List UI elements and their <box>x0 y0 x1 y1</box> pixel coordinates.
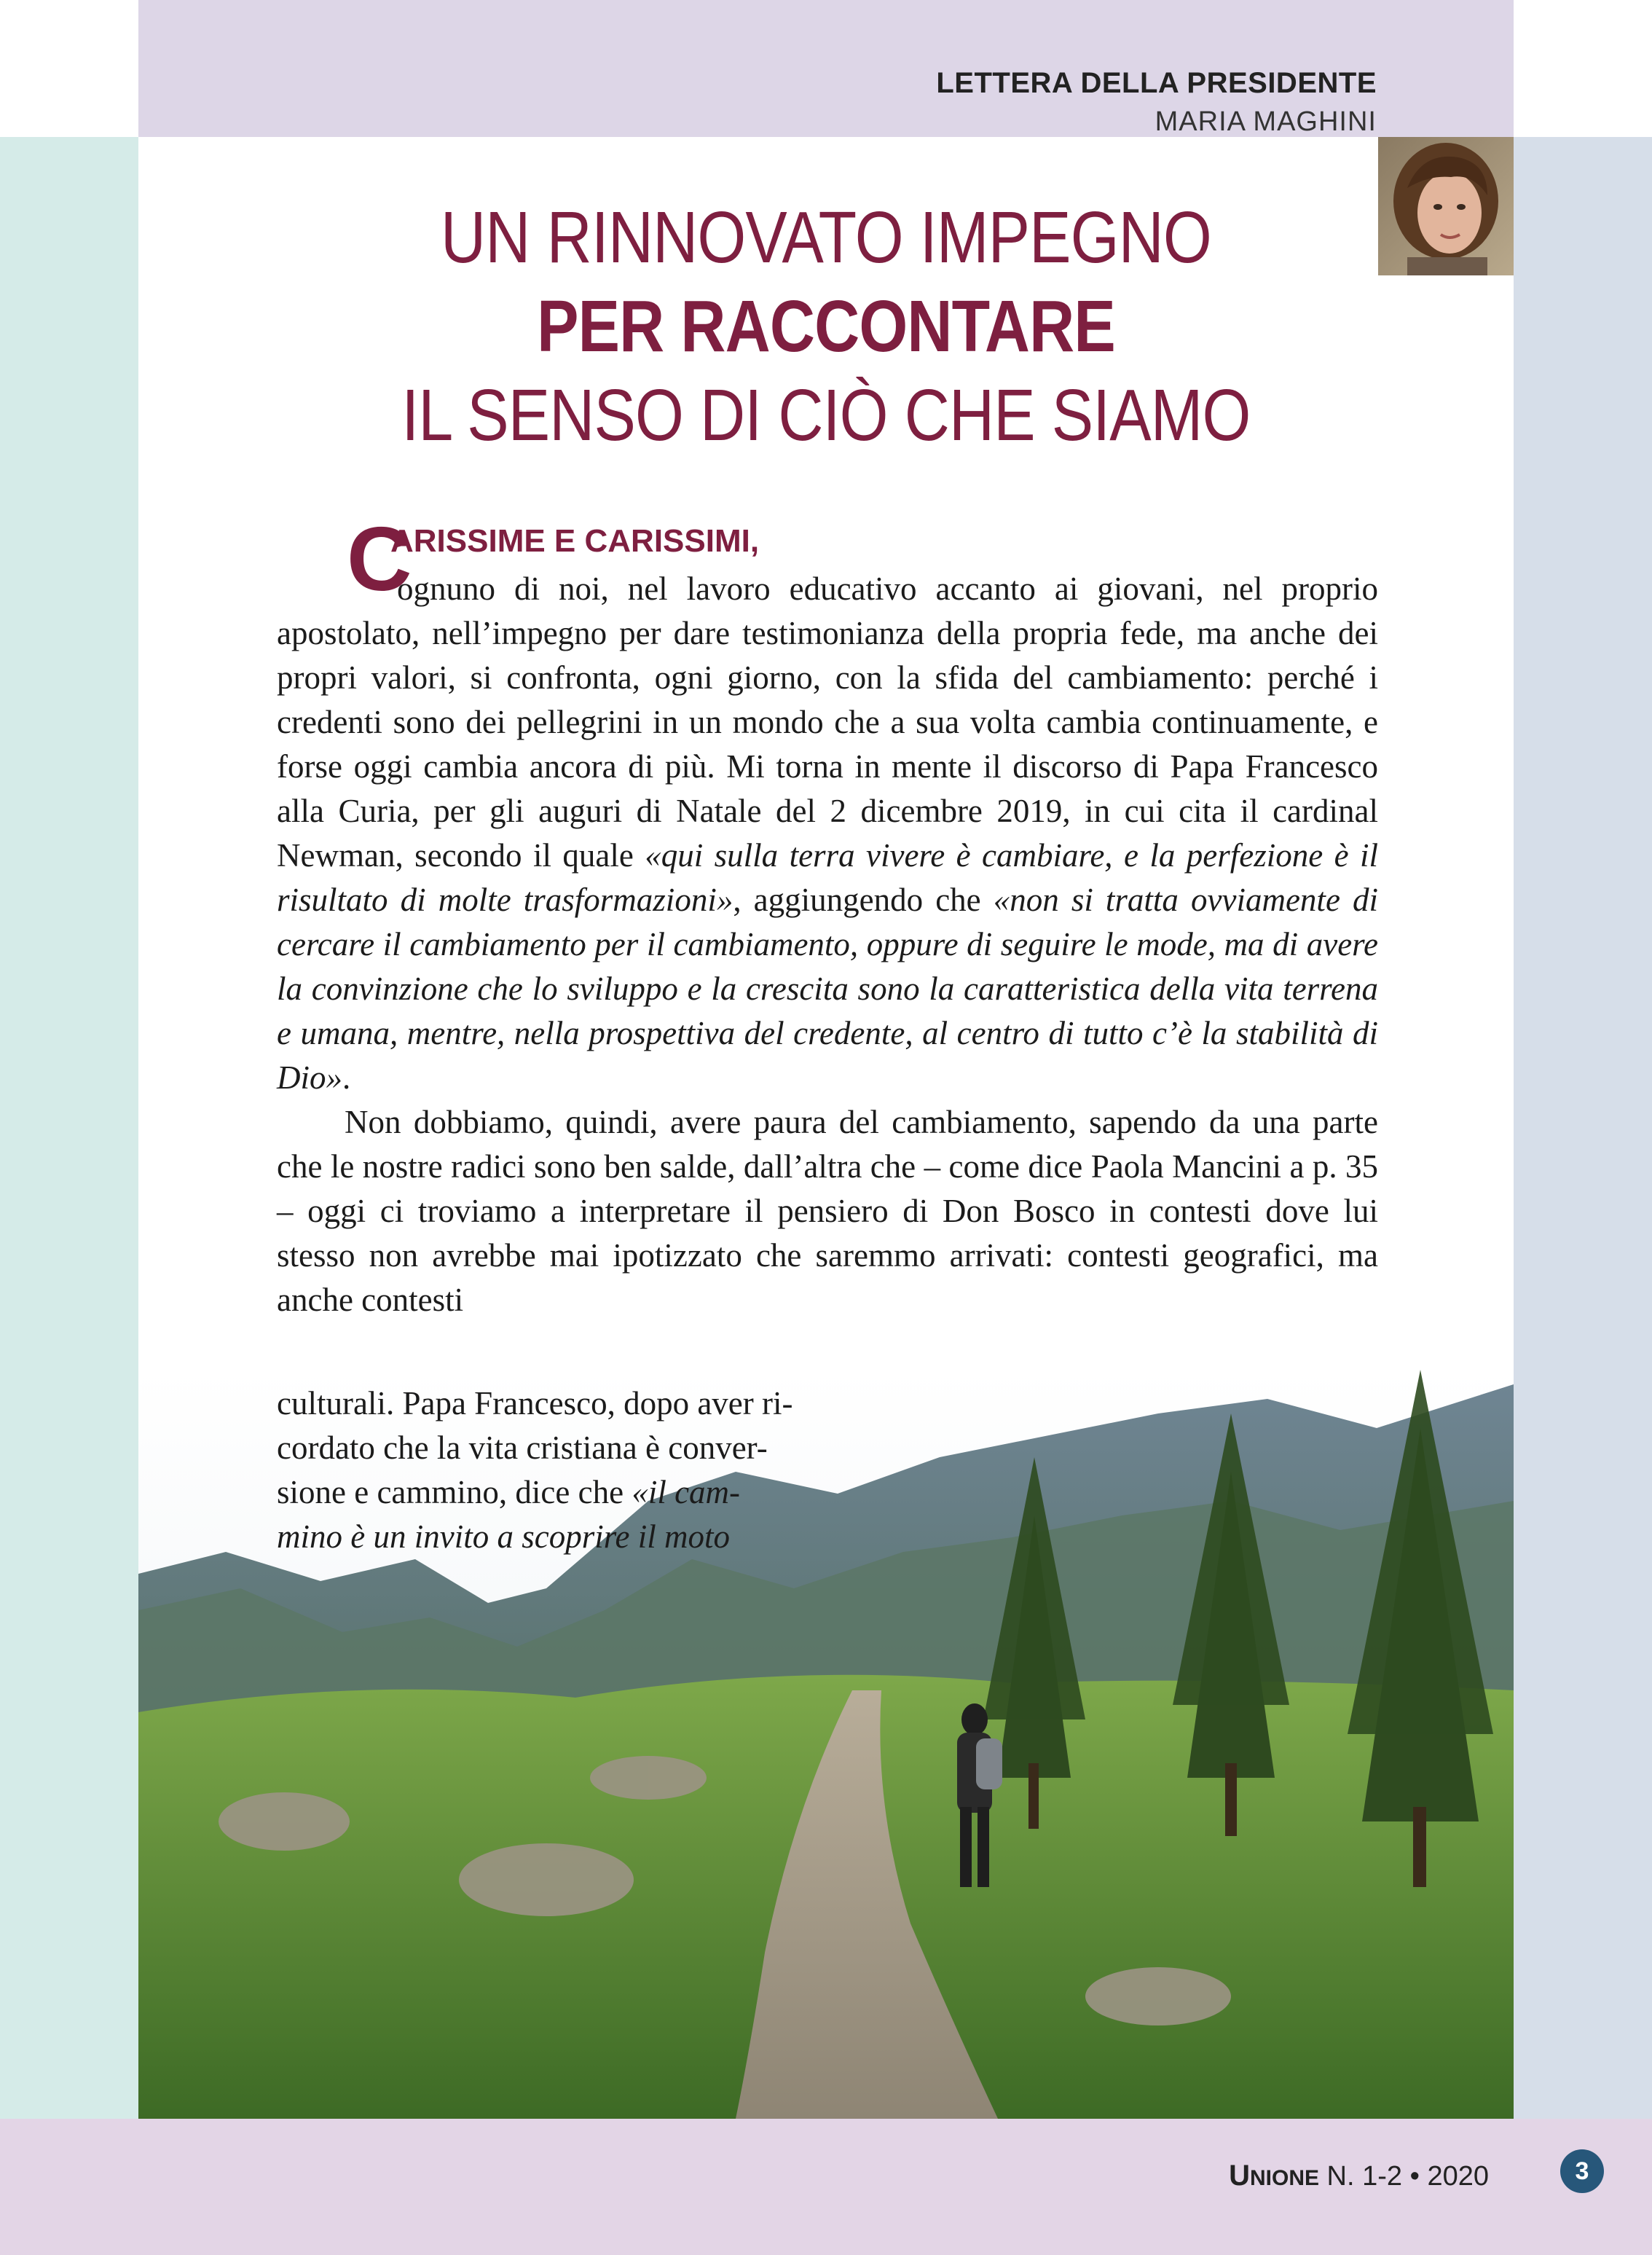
right-margin-band <box>1514 137 1652 2119</box>
wrap-line-4 <box>277 1515 793 1559</box>
paragraph-1 <box>277 567 1378 1100</box>
headline-line-1: UN RINNOVATO IMPEGNO <box>441 197 1211 278</box>
wrap-line-2: cordato che la vita cristiana è conver- <box>277 1430 768 1466</box>
headline-line-3: IL SENSO DI CIÒ CHE SIAMO <box>401 374 1251 456</box>
footer-issue <box>1229 2160 1489 2192</box>
salutation-text: ARISSIME E CARISSIMI, <box>390 523 760 559</box>
p1-text-c: . <box>342 1059 351 1096</box>
p1-text-a: ognuno di noi, nel lavoro educativo accanto ai giovani, nel proprio apostolato, nell’impegno per dare testimonianza della propria fede, ma anche dei propri valori, si confronta, ogni giorno, con la sfida del cambiamento: perché i credenti sono dei pellegrini in un mondo che a sua volta cambia continuamente, e forse oggi cambia ancora di più. Mi torna in mente il discorso di Papa Francesco alla Curia, per gli auguri di Natale del 2 dicembre 2019, in cui cita il cardinal Newman, secondo il quale <box>277 570 1378 874</box>
brand-initial: U <box>1229 2160 1250 2192</box>
wrap-line-3 <box>277 1470 793 1515</box>
p1-quote-1: «qui sulla terra vivere è cambiare, e la perfezione è il risultato di molte trasformazioni» <box>277 837 1379 918</box>
section-title: LETTERA DELLA PRESIDENTE <box>936 67 1377 99</box>
headline-line-2: PER RACCONTARE <box>537 286 1115 367</box>
wrap-text-lines <box>277 1381 793 1559</box>
salutation <box>347 523 759 560</box>
p1-quote-2: «non si tratta ovviamente di cercare il cambiamento per il cambiamento, oppure di seguire le mode, ma di avere la convinzione che lo sviluppo e la crescita sono la caratteristica della vita terrena e umana, mentre, nella prospettiva del credente, al centro di tutto c’è la stabilità di Dio» <box>277 882 1378 1096</box>
wrap-line-3-text: sione e cammino, dice che <box>277 1474 632 1510</box>
wrap-line-1: culturali. Papa Francesco, dopo aver ri- <box>277 1385 793 1421</box>
wrap-line-4-italic: mino è un invito a scoprire il moto <box>277 1518 731 1555</box>
article-body <box>277 567 1378 1322</box>
issue-number: N. 1-2 • 2020 <box>1319 2161 1489 2192</box>
headline <box>138 193 1514 460</box>
author-name: MARIA MAGHINI <box>1155 106 1377 137</box>
paragraph-2: Non dobbiamo, quindi, avere paura del cambiamento, sapendo da una parte che le nostre radici sono ben salde, dall’altra che – come dice Paola Mancini a p. 35 – oggi ci troviamo a interpretare il pensiero di Don Bosco in contesti dove lui stesso non avrebbe mai ipotizzato che saremmo arrivati: contesti geografici, ma anche contesti <box>277 1104 1378 1318</box>
drop-cap: C <box>347 509 412 610</box>
left-margin-band <box>0 137 138 2119</box>
wrap-line-3-italic: «il cam- <box>632 1474 741 1510</box>
p1-text-b: , aggiungendo che <box>733 882 994 918</box>
page-number-badge: 3 <box>1560 2149 1604 2193</box>
brand-rest: NIONE <box>1249 2166 1319 2190</box>
